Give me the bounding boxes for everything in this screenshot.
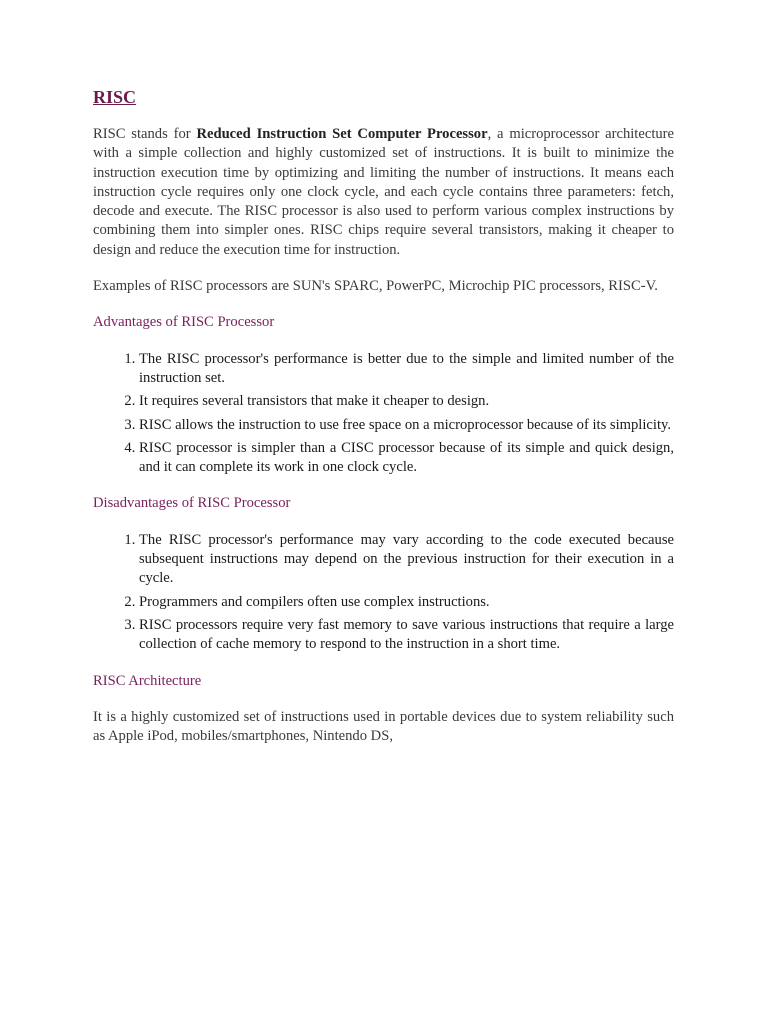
list-item: 2. It requires several transistors that make it cheaper to design.	[139, 392, 674, 411]
architecture-heading: RISC Architecture	[93, 672, 202, 689]
list-item: 3. RISC allows the instruction to use free space on a microprocessor because of its simplicity.	[139, 416, 674, 435]
list-item: 1. The RISC processor's performance may vary according to the code executed because subsequent instructions may depend on the previous instruction for their execution in a cycle.	[139, 531, 674, 589]
architecture-paragraph: It is a highly customized set of instructions used in portable devices due to system reliability such as Apple iPod, mobiles/smartphones, Nintendo DS,	[93, 708, 674, 745]
disadvantages-heading: Disadvantages of RISC Processor	[93, 495, 291, 512]
intro-bold-term: Reduced Instruction Set Computer Processor	[196, 126, 488, 142]
list-item: 3. RISC processors require very fast memory to save various instructions that require a large collection of cache memory to respond to the instruction in a short time.	[139, 616, 674, 655]
list-item: 4. RISC processor is simpler than a CISC processor because of its simple and quick design, and it can complete its work in one clock cycle.	[139, 439, 674, 478]
intro-prefix: RISC stands for	[93, 126, 197, 142]
list-item: 1. The RISC processor's performance is better due to the simple and limited number of the instruction set.	[139, 350, 674, 389]
list-item: 2. Programmers and compilers often use complex instructions.	[139, 593, 674, 612]
examples-paragraph: Examples of RISC processors are SUN's SPARC, PowerPC, Microchip PIC processors, RISC-V.	[93, 278, 658, 295]
advantages-heading: Advantages of RISC Processor	[93, 314, 275, 331]
intro-suffix: , a microprocessor architecture with a simple collection and highly customized set of instructions. It is built to minimize the instruction execution time by optimizing and limiting the number of instructions. It means each instruction cycle requires only one clock cycle, and each cycle contains three parameters: fetch, decode and execute. The RISC processor is also used to perform various complex instructions by combining them into simpler ones. RISC chips require several transistors, making it cheaper to design and reduce the execution time for instruction.	[93, 126, 675, 258]
advantages-list	[93, 350, 674, 478]
intro-paragraph	[93, 125, 674, 260]
disadvantages-list	[93, 531, 674, 655]
page-title: RISC	[93, 87, 137, 107]
